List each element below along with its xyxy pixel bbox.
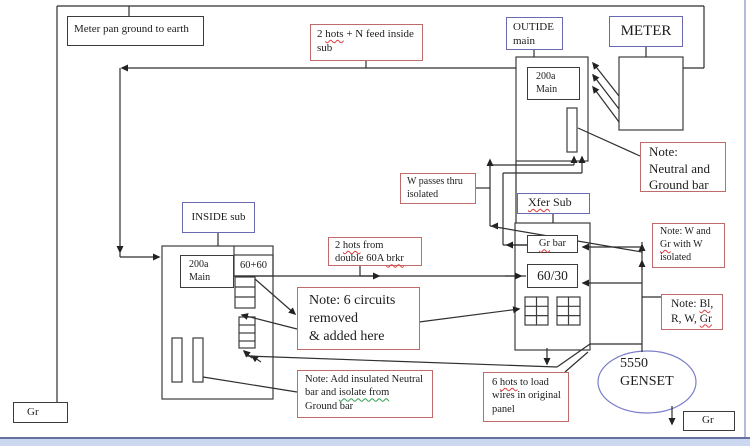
inside-breaker-stack-upper [235, 277, 255, 308]
inside-sub-title: INSIDE sub [182, 202, 255, 233]
inside-breaker-stack-lower [239, 317, 255, 348]
note-w-passes-thru: W passes thru isolated [400, 173, 476, 204]
window-border-right [744, 0, 746, 446]
meter-title: METER [609, 16, 683, 47]
outside-main-title: OUTIDE main [506, 17, 563, 50]
note-neutral-ground-bar: Note: Neutral and Ground bar [640, 142, 726, 192]
outside-200a-main-breaker: 200a Main [527, 67, 580, 100]
hots-double-line1: 2 hots from [335, 240, 384, 251]
gr-bar-box: Gr bar [527, 235, 578, 253]
six-hots-line1: 6 hots to load [492, 377, 549, 388]
hots-double-line2: double 60A brkr [335, 253, 404, 265]
inside-neutral-bar [172, 338, 182, 382]
window-border-bottom-fill [0, 439, 750, 446]
note-colors-line2: R, W, Gr [671, 312, 712, 325]
outside-neutral-ground-bar [567, 108, 577, 152]
breaker-60-30-box: 60/30 [527, 264, 578, 288]
ground-box-right: Gr [683, 411, 735, 431]
ground-box-left: Gr [13, 402, 68, 423]
note-w-gr-line2: Gr with W [660, 238, 703, 250]
meter-pan-ground-note [67, 16, 204, 46]
inside-ground-bar [193, 338, 203, 382]
note-6-hots-load: 6 hots to load wires in original panel [483, 372, 569, 422]
meter-body [619, 57, 683, 130]
feed-note-line2: sub [317, 42, 333, 55]
xfer-breaker-grid-left [525, 297, 548, 325]
xfer-breaker-grid-right [557, 297, 580, 325]
note-6-circuits: Note: 6 circuits removed & added here [297, 287, 420, 350]
inside-200a-main-breaker: 200a Main [180, 255, 234, 288]
feed-note-line1: 2 hots + N feed inside [317, 28, 414, 40]
breaker-60-60-label: 60+60 [240, 259, 267, 271]
note-wire-colors [661, 294, 723, 330]
note-2-hots-double-60a [328, 237, 422, 266]
note-add-insulated-neutral: Note: Add insulated Neutral bar and isolate from Ground bar [297, 370, 433, 418]
feed-inside-sub-note [310, 24, 423, 61]
meter-pan-ground-label: Meter pan ground to earth [74, 23, 189, 35]
genset-label: 5550 GENSET [620, 356, 674, 389]
note-colors-line1: Note: Bl, [671, 298, 714, 310]
note-w-gr-isolated: Note: W and Gr with W isolated [652, 223, 725, 268]
xfer-sub-title: Xfer Sub [517, 193, 590, 214]
note-add-line2: bar and isolate from [305, 387, 390, 399]
